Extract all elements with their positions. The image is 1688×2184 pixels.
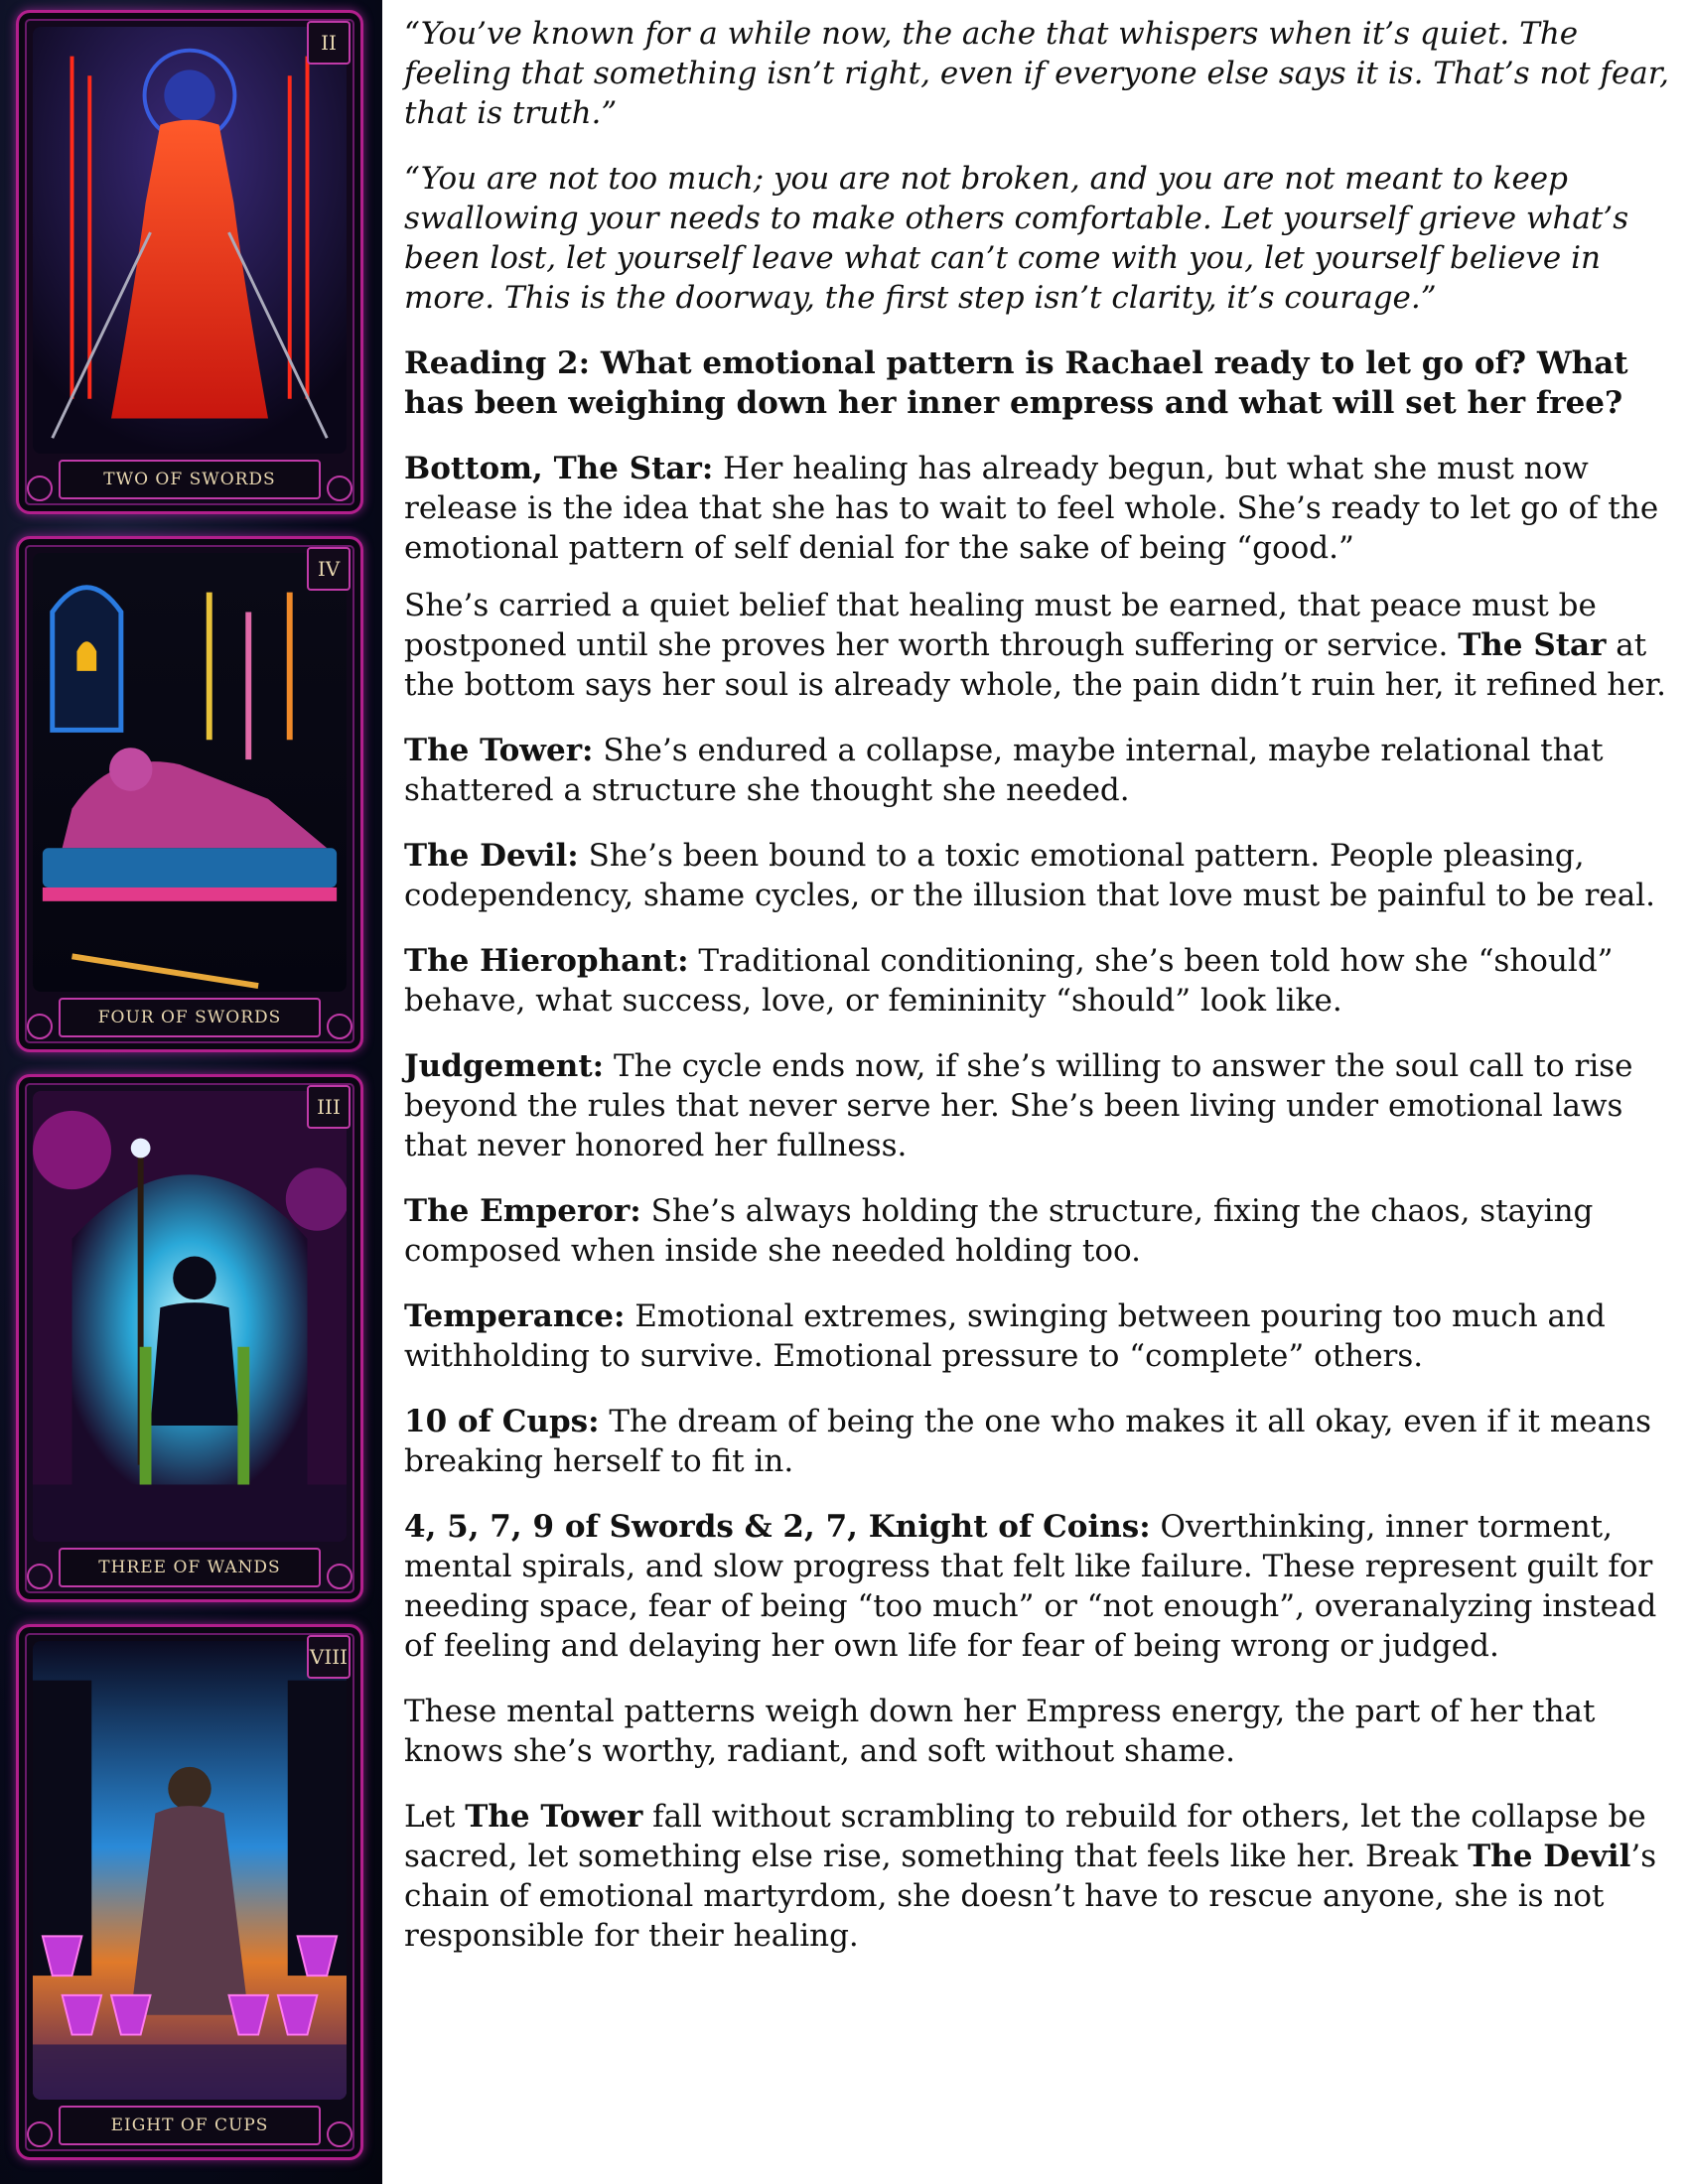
card-entry-swords-coins [404,1507,1680,1666]
entry-label: Bottom, The Star: [404,451,714,486]
card-art-three-of-wands [33,1091,347,1542]
corner-ornament-icon [27,1014,53,1039]
entry-label: The Emperor: [404,1193,641,1229]
card-art-two-of-swords [33,27,347,454]
card-four-of-swords [16,536,363,1052]
card-entry-ten-of-cups [404,1402,1680,1481]
inline-bold: The Devil [1468,1839,1631,1874]
corner-ornament-icon [327,476,352,501]
paragraph-text: fall without scrambling to rebuild for others, let the collapse be sacred, let something else rise, something that feels like her. Break [404,1799,1646,1874]
card-numeral: II [307,21,351,65]
closing-paragraph [404,1797,1680,1956]
paragraph-text: ’s chain of emotional martyrdom, she doesn’t have to rescue anyone, she is not responsible for their healing. [404,1839,1657,1954]
entry-text: She’s endured a collapse, maybe internal, maybe relational that shattered a structure she thought she needed. [404,733,1604,808]
card-title: THREE OF WANDS [59,1548,321,1587]
entry-label: The Tower: [404,733,594,768]
card-title: FOUR OF SWORDS [59,998,321,1037]
card-entry-judgement [404,1046,1680,1165]
entry-label: 10 of Cups: [404,1404,600,1439]
card-title: TWO OF SWORDS [59,460,321,499]
inline-bold: The Tower [465,1799,643,1835]
card-three-of-wands [16,1074,363,1602]
card-art-four-of-swords [33,553,347,992]
paragraph-text: at the bottom says her soul is already whole, the pain didn’t ruin her, it refined her. [404,627,1666,703]
card-numeral: IV [307,547,351,591]
entry-text: Emotional extremes, swinging between pouring too much and withholding to survive. Emotional pressure to “complete” others. [404,1298,1606,1374]
inline-bold: The Star [1458,627,1607,663]
entry-text: Traditional conditioning, she’s been told how she “should” behave, what success, love, or femininity “should” look like. [404,943,1614,1019]
entry-label: The Hierophant: [404,943,689,979]
card-entry-tower [404,731,1680,810]
entry-text: She’s been bound to a toxic emotional pattern. People pleasing, codependency, shame cycles, or the illusion that love must be painful to be real. [404,838,1656,913]
paragraph-text: Let [404,1799,466,1835]
entry-text: Her healing has already begun, but what she must now release is the idea that she has to wait to feel whole. She’s ready to let go of the emotional pattern of self denial for the sake of being “good.” [404,451,1659,566]
entry-label: 4, 5, 7, 9 of Swords & 2, 7, Knight of Coins: [404,1509,1151,1545]
quote-paragraph: “You are not too much; you are not broken, and you are not meant to keep swallowing your needs to make others comfortable. Let yourself grieve what’s been lost, let yourself leave what can’t come with you, let yourself believe in more. This is the doorway, the first step isn’t clarity, it’s courage.” [404,161,1629,316]
reading-heading: Reading 2: What emotional pattern is Rachael ready to let go of? What has been weighing down her inner empress and what will set her free? [404,345,1628,421]
entry-text: She’s always holding the structure, fixing the chaos, staying composed when inside she needed holding too. [404,1193,1594,1269]
entry-text: The cycle ends now, if she’s willing to answer the soul call to rise beyond the rules that never serve her. She’s been living under emotional laws that never honored her fullness. [404,1048,1633,1163]
entry-label: The Devil: [404,838,579,874]
card-entry-devil [404,836,1680,915]
card-entry-hierophant [404,941,1680,1021]
card-title: EIGHT OF CUPS [59,2106,321,2145]
corner-ornament-icon [327,1014,352,1039]
corner-ornament-icon [27,2121,53,2147]
corner-ornament-icon [327,1564,352,1589]
card-two-of-swords [16,10,363,514]
star-belief-paragraph [404,586,1680,705]
card-entry-emperor [404,1191,1680,1271]
paragraph-text: She’s carried a quiet belief that healing must be earned, that peace must be postponed until she proves her worth through suffering or service. [404,588,1597,663]
tarot-card-column [0,0,382,2184]
corner-ornament-icon [27,1564,53,1589]
card-entry-star [404,449,1680,568]
corner-ornament-icon [327,2121,352,2147]
card-numeral: VIII [307,1635,351,1679]
card-entry-temperance [404,1297,1680,1376]
entry-label: Judgement: [404,1048,605,1084]
quote-paragraph: “You’ve known for a while now, the ache that whispers when it’s quiet. The feeling that something isn’t right, even if everyone else says it is. That’s not fear, that is truth.” [404,16,1669,131]
corner-ornament-icon [27,476,53,501]
card-eight-of-cups [16,1624,363,2160]
entry-label: Temperance: [404,1298,626,1334]
entry-text: Overthinking, inner torment, mental spirals, and slow progress that felt like failure. These represent guilt for needing space, fear of being “too much” or “not enough”, overanalyzing instead of feeling and delaying her own life for fear of being wrong or judged. [404,1509,1657,1664]
card-art-eight-of-cups [33,1641,347,2100]
entry-text: The dream of being the one who makes it all okay, even if it means breaking herself to fit in. [404,1404,1651,1479]
mental-patterns-paragraph: These mental patterns weigh down her Empress energy, the part of her that knows she’s worthy, radiant, and soft without shame. [404,1694,1596,1769]
card-numeral: III [307,1085,351,1129]
reading-text [404,14,1680,1981]
